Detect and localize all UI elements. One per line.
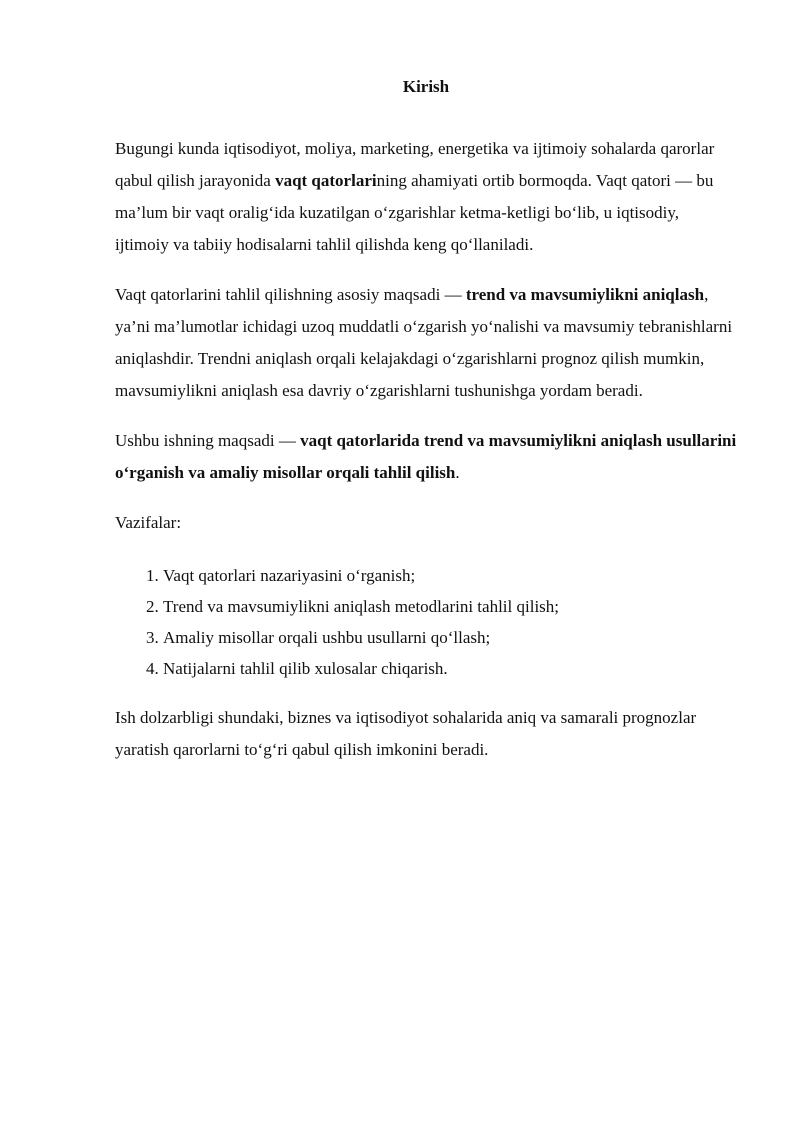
list-item: 1. Vaqt qatorlari nazariyasini o‘rganish; <box>163 560 737 591</box>
intro-bold-term: vaqt qatorlari <box>275 171 377 190</box>
goal-paragraph <box>115 279 737 407</box>
list-item: 3. Amaliy misollar orqali ushbu usullarni qo‘llash; <box>163 622 737 653</box>
page-title: Kirish <box>402 77 450 96</box>
aim-text-start: Ushbu ishning maqsadi — <box>115 431 301 450</box>
aim-text-end: . <box>455 463 460 482</box>
tasks-list <box>115 560 737 684</box>
goal-text-end: , ya’ni ma’lumotlar ichidagi uzoq muddatli o‘zgarish yo‘nalishi va mavsumiy tebranishlarni aniqlashdir. Trendni aniqlash orqali kelajakdagi o‘zgarishlarni prognoz qilish mumkin, mavsumiylikni aniqlash esa davriy o‘zgarishlarni tushunishga yordam beradi. <box>115 285 733 400</box>
relevance-paragraph: Ish dolzarbligi shundaki, biznes va iqtisodiyot sohalarida aniq va samarali prognozlar yaratish qarorlarni to‘g‘ri qabul qilish imkonini beradi. <box>115 708 697 759</box>
goal-text-start: Vaqt qatorlarini tahlil qilishning asosiy maqsadi — <box>115 285 466 304</box>
goal-bold-term: trend va mavsumiylikni aniqlash <box>465 285 705 304</box>
aim-paragraph <box>115 425 737 489</box>
intro-paragraph <box>115 133 737 261</box>
tasks-label: Vazifalar: <box>115 513 182 532</box>
intro-text-end: ning ahamiyati ortib bormoqda. Vaqt qatori — bu ma’lum bir vaqt oralig‘ida kuzatilgan o‘zgarishlar ketma-ketligi bo‘lib, u iqtisodiy, ijtimoiy va tabiiy hodisalarni tahlil qilishda keng qo‘llaniladi. <box>115 171 714 254</box>
list-item: 2. Trend va mavsumiylikni aniqlash metodlarini tahlil qilish; <box>163 591 737 622</box>
intro-text-start: Bugungi kunda iqtisodiyot, moliya, marketing, energetika va ijtimoiy sohalarda qarorlar qabul qilish jarayonida <box>115 139 715 190</box>
aim-bold-term: vaqt qatorlarida trend va mavsumiylikni aniqlash usullarini o‘rganish va amaliy misollar orqali tahlil qilish <box>115 431 737 482</box>
list-item: 4. Natijalarni tahlil qilib xulosalar chiqarish. <box>163 653 737 684</box>
document-body <box>115 74 737 784</box>
